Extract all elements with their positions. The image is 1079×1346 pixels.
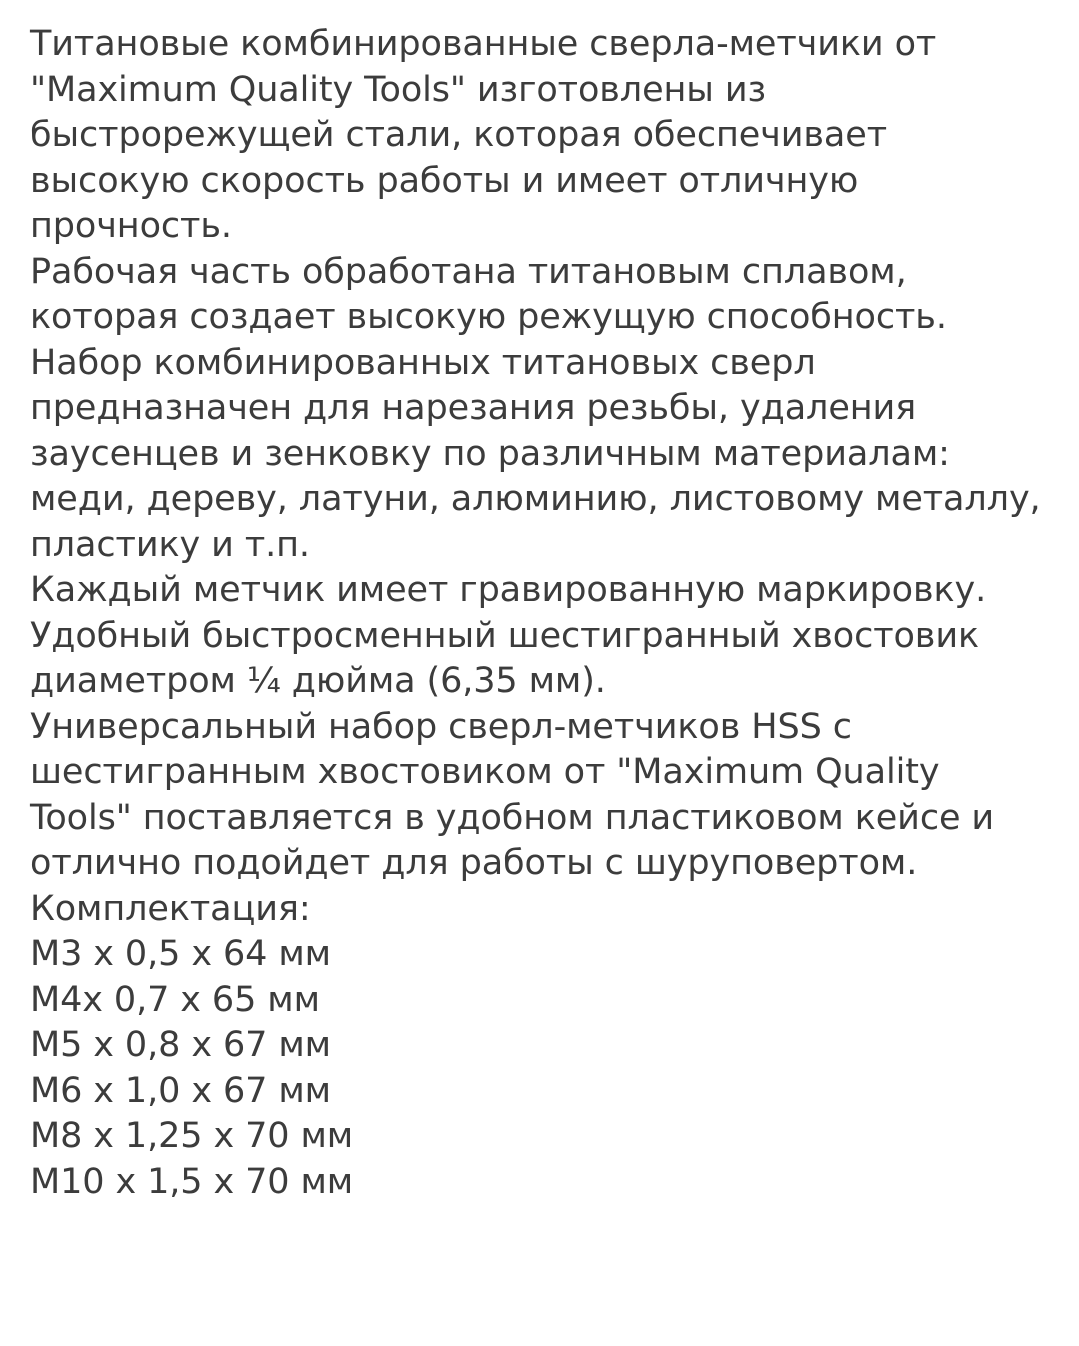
specification-list <box>30 932 1049 1205</box>
spec-item: M4x 0,7 x 65 мм <box>30 979 320 1020</box>
spec-item: M3 x 0,5 x 64 мм <box>30 934 331 974</box>
description-paragraph-5: Удобный быстросменный шестигранный хвостовик диаметром ¼ дюйма (6,35 мм). <box>30 615 980 701</box>
description-paragraph-4: Каждый метчик имеет гравированную маркировку. <box>30 570 987 610</box>
spec-item: M8 x 1,25 x 70 мм <box>30 1116 354 1156</box>
spec-item: M5 x 0,8 x 67 мм <box>30 1025 331 1065</box>
spec-item: M6 x 1,0 x 67 мм <box>30 1070 331 1111</box>
description-paragraph-1: Титановые комбинированные сверла-метчики от "Maximum Quality Tools" изготовлены из быстрорежущей стали, которая обеспечивает высокую скорость работы и имеет отличную прочность. <box>30 24 937 246</box>
spec-item: M10 x 1,5 x 70 мм <box>30 1161 354 1202</box>
description-body <box>30 22 1049 1205</box>
specification-heading: Комплектация: <box>30 888 311 929</box>
description-paragraph-3: Набор комбинированных титановых сверл предназначен для нарезания резьбы, удаления заусенцев и зенковку по различным материалам: меди, дереву, латуни, алюминию, листовому металлу, пластику и т.п. <box>30 342 1041 565</box>
description-paragraph-2: Рабочая часть обработана титановым сплавом, которая создает высокую режущую способность. <box>30 251 947 337</box>
description-paragraph-6: Универсальный набор сверл-метчиков HSS с шестигранным хвостовиком от "Maximum Quality Tools" поставляется в удобном пластиковом кейсе и отлично подойдет для работы с шуруповертом. <box>30 706 995 883</box>
